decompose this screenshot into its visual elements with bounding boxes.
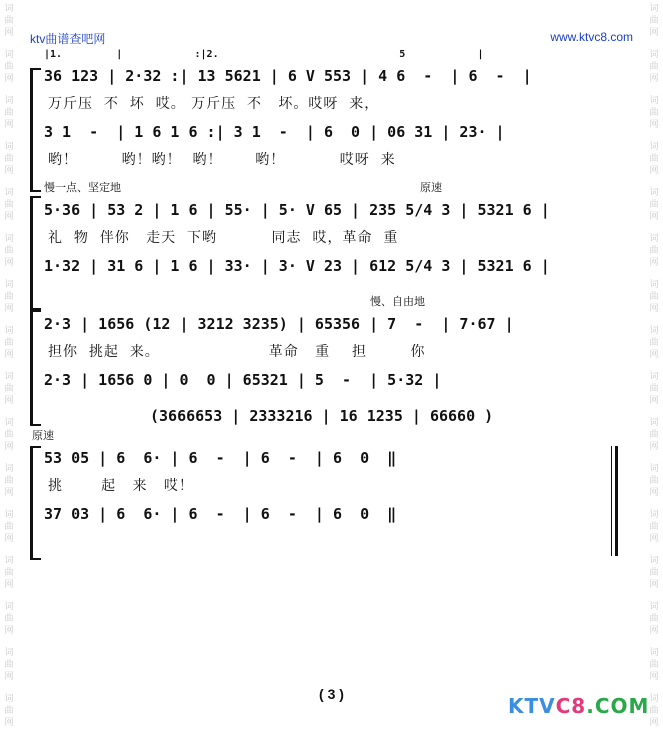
lyric-line: 礼 物 伴你 走天 下哟 同志 哎，革命 重	[48, 230, 399, 246]
score-system-1	[30, 48, 630, 174]
watermark-glyph: 词	[4, 96, 14, 106]
melody-line: 2·3 | 1656 (12 | 3212 3235) | 65356 | 7 - | 7·67 |	[44, 315, 514, 333]
watermark-glyph: 曲	[649, 384, 659, 394]
watermark-glyph: 曲	[4, 614, 14, 624]
watermark-glyph: 词	[4, 326, 14, 336]
site-name-header[interactable]: ktv曲谱查吧网	[30, 32, 106, 46]
harmony-lyric-line: 哟！ 哟！哟！ 哟！ 哟！ 哎呀 来	[48, 152, 396, 168]
tempo-directions	[30, 294, 630, 310]
watermark-glyph: 词	[649, 96, 659, 106]
site-url-header[interactable]: www.ktvc8.com	[550, 30, 633, 44]
watermark-glyph: 网	[4, 74, 14, 84]
final-barline-thin	[611, 446, 612, 556]
watermark-glyph: 网	[4, 396, 14, 406]
watermark-glyph: 曲	[4, 62, 14, 72]
logo-part-3: .COM	[586, 694, 650, 718]
watermark-glyph: 曲	[649, 522, 659, 532]
watermark-glyph: 网	[4, 28, 14, 38]
watermark-glyph: 网	[649, 488, 659, 498]
tempo-direction-original: 原速	[32, 429, 54, 442]
tempo-direction-slow: 慢一点、坚定地	[44, 181, 121, 194]
watermark-glyph: 曲	[649, 660, 659, 670]
tempo-directions	[30, 428, 630, 444]
site-logo[interactable]	[508, 694, 649, 718]
watermark-glyph: 词	[649, 648, 659, 658]
watermark-glyph: 网	[649, 120, 659, 130]
watermark-glyph: 词	[649, 602, 659, 612]
watermark-glyph: 曲	[4, 430, 14, 440]
score-system-3	[30, 294, 630, 394]
watermark-glyph: 曲	[649, 62, 659, 72]
watermark-glyph: 词	[4, 556, 14, 566]
harmony-line: 1·32 | 31 6 | 1 6 | 33· | 3· V 23 | 612 5/4 3 | 5321 6 |	[44, 257, 550, 275]
watermark-glyph: 词	[4, 142, 14, 152]
watermark-glyph: 曲	[4, 706, 14, 716]
watermark-glyph: 网	[649, 304, 659, 314]
watermark-glyph: 词	[649, 418, 659, 428]
watermark-glyph: 网	[649, 442, 659, 452]
watermark-glyph: 曲	[4, 522, 14, 532]
left-watermark-strip	[0, 0, 18, 744]
watermark-glyph: 曲	[649, 154, 659, 164]
watermark-glyph: 曲	[4, 384, 14, 394]
tempo-direction-free: 慢、自由地	[370, 295, 425, 308]
harmony-line: 2·3 | 1656 0 | 0 0 | 65321 | 5 - | 5·32 |	[44, 371, 442, 389]
watermark-glyph: 网	[4, 488, 14, 498]
watermark-glyph: 网	[649, 166, 659, 176]
watermark-glyph: 词	[4, 280, 14, 290]
watermark-glyph: 网	[649, 28, 659, 38]
watermark-glyph: 词	[4, 602, 14, 612]
watermark-glyph: 曲	[4, 16, 14, 26]
watermark-glyph: 网	[649, 580, 659, 590]
watermark-glyph: 曲	[649, 614, 659, 624]
watermark-glyph: 曲	[4, 660, 14, 670]
watermark-glyph: 词	[649, 510, 659, 520]
watermark-glyph: 网	[4, 626, 14, 636]
watermark-glyph: 网	[4, 120, 14, 130]
watermark-glyph: 词	[4, 188, 14, 198]
score-system-2	[30, 180, 630, 280]
harmony-line: 37 03 | 6 6· | 6 - | 6 - | 6 0 ‖	[44, 505, 397, 523]
watermark-glyph: 曲	[4, 200, 14, 210]
watermark-glyph: 词	[649, 464, 659, 474]
watermark-glyph: 曲	[4, 108, 14, 118]
score-body	[30, 48, 630, 534]
watermark-glyph: 网	[649, 258, 659, 268]
watermark-glyph: 词	[4, 510, 14, 520]
watermark-glyph: 词	[4, 694, 14, 704]
watermark-glyph: 曲	[649, 338, 659, 348]
watermark-glyph: 曲	[4, 568, 14, 578]
score-system-4	[30, 404, 630, 528]
watermark-glyph: 曲	[4, 154, 14, 164]
melody-line: 36 123 | 2·32 :| 13 5621 | 6 V 553 | 4 6 - | 6 - |	[44, 67, 532, 85]
watermark-glyph: 曲	[4, 292, 14, 302]
watermark-glyph: 网	[4, 672, 14, 682]
tempo-directions	[30, 180, 630, 196]
watermark-glyph: 网	[649, 350, 659, 360]
watermark-glyph: 词	[649, 4, 659, 14]
system-bracket	[30, 196, 41, 310]
watermark-glyph: 网	[649, 212, 659, 222]
volta-markers: |1. | :|2. 5 |	[44, 49, 484, 60]
watermark-glyph: 网	[649, 534, 659, 544]
watermark-glyph: 网	[4, 442, 14, 452]
melody-line: 53 05 | 6 6· | 6 - | 6 - | 6 0 ‖	[44, 449, 397, 467]
watermark-glyph: 词	[649, 50, 659, 60]
watermark-glyph: 词	[4, 464, 14, 474]
watermark-glyph: 曲	[649, 108, 659, 118]
watermark-glyph: 网	[4, 718, 14, 728]
watermark-glyph: 曲	[649, 568, 659, 578]
watermark-glyph: 曲	[649, 706, 659, 716]
watermark-glyph: 网	[4, 580, 14, 590]
watermark-glyph: 网	[4, 350, 14, 360]
watermark-glyph: 词	[649, 694, 659, 704]
watermark-glyph: 曲	[4, 246, 14, 256]
logo-part-2: C8	[555, 694, 587, 718]
watermark-glyph: 网	[4, 534, 14, 544]
watermark-glyph: 网	[649, 396, 659, 406]
watermark-glyph: 网	[649, 626, 659, 636]
watermark-glyph: 词	[4, 648, 14, 658]
tempo-direction-original: 原速	[420, 181, 442, 194]
page-number: ( 3 )	[319, 686, 344, 702]
watermark-glyph: 曲	[649, 246, 659, 256]
watermark-glyph: 网	[649, 74, 659, 84]
watermark-glyph: 词	[649, 234, 659, 244]
watermark-glyph: 词	[4, 234, 14, 244]
melody-line: 5·36 | 53 2 | 1 6 | 55· | 5· V 65 | 235 5/4 3 | 5321 6 |	[44, 201, 550, 219]
watermark-glyph: 网	[649, 718, 659, 728]
watermark-glyph: 词	[4, 418, 14, 428]
watermark-glyph: 曲	[649, 292, 659, 302]
logo-part-1: KTV	[508, 694, 556, 718]
lyric-line: 担你 挑起 来。 革命 重 担 你	[48, 344, 426, 360]
watermark-glyph: 网	[4, 166, 14, 176]
system-bracket	[30, 68, 41, 192]
lyric-line: 挑 起 来 哎！	[48, 478, 194, 494]
watermark-glyph: 词	[649, 326, 659, 336]
watermark-glyph: 词	[649, 280, 659, 290]
interlude-line: (3666653 | 2333216 | 16 1235 | 66660 )	[150, 407, 494, 425]
watermark-glyph: 曲	[4, 338, 14, 348]
watermark-glyph: 曲	[649, 430, 659, 440]
harmony-line: 3 1 - | 1 6 1 6 :| 3 1 - | 6 0 | 06 31 | 23· |	[44, 123, 505, 141]
watermark-glyph: 词	[649, 188, 659, 198]
watermark-glyph: 网	[4, 258, 14, 268]
system-bracket	[30, 446, 41, 560]
watermark-glyph: 曲	[649, 200, 659, 210]
watermark-glyph: 曲	[649, 16, 659, 26]
watermark-glyph: 词	[4, 372, 14, 382]
watermark-glyph: 网	[649, 672, 659, 682]
watermark-glyph: 词	[4, 4, 14, 14]
watermark-glyph: 网	[4, 304, 14, 314]
watermark-glyph: 词	[649, 142, 659, 152]
right-watermark-strip	[645, 0, 663, 744]
watermark-glyph: 词	[649, 556, 659, 566]
watermark-glyph: 网	[4, 212, 14, 222]
final-barline-thick	[615, 446, 618, 556]
watermark-glyph: 曲	[4, 476, 14, 486]
lyric-line: 万斤压 不 坏 哎。 万斤压 不 坏。哎呀 来，	[48, 96, 380, 112]
watermark-glyph: 词	[4, 50, 14, 60]
watermark-glyph: 曲	[649, 476, 659, 486]
watermark-glyph: 词	[649, 372, 659, 382]
